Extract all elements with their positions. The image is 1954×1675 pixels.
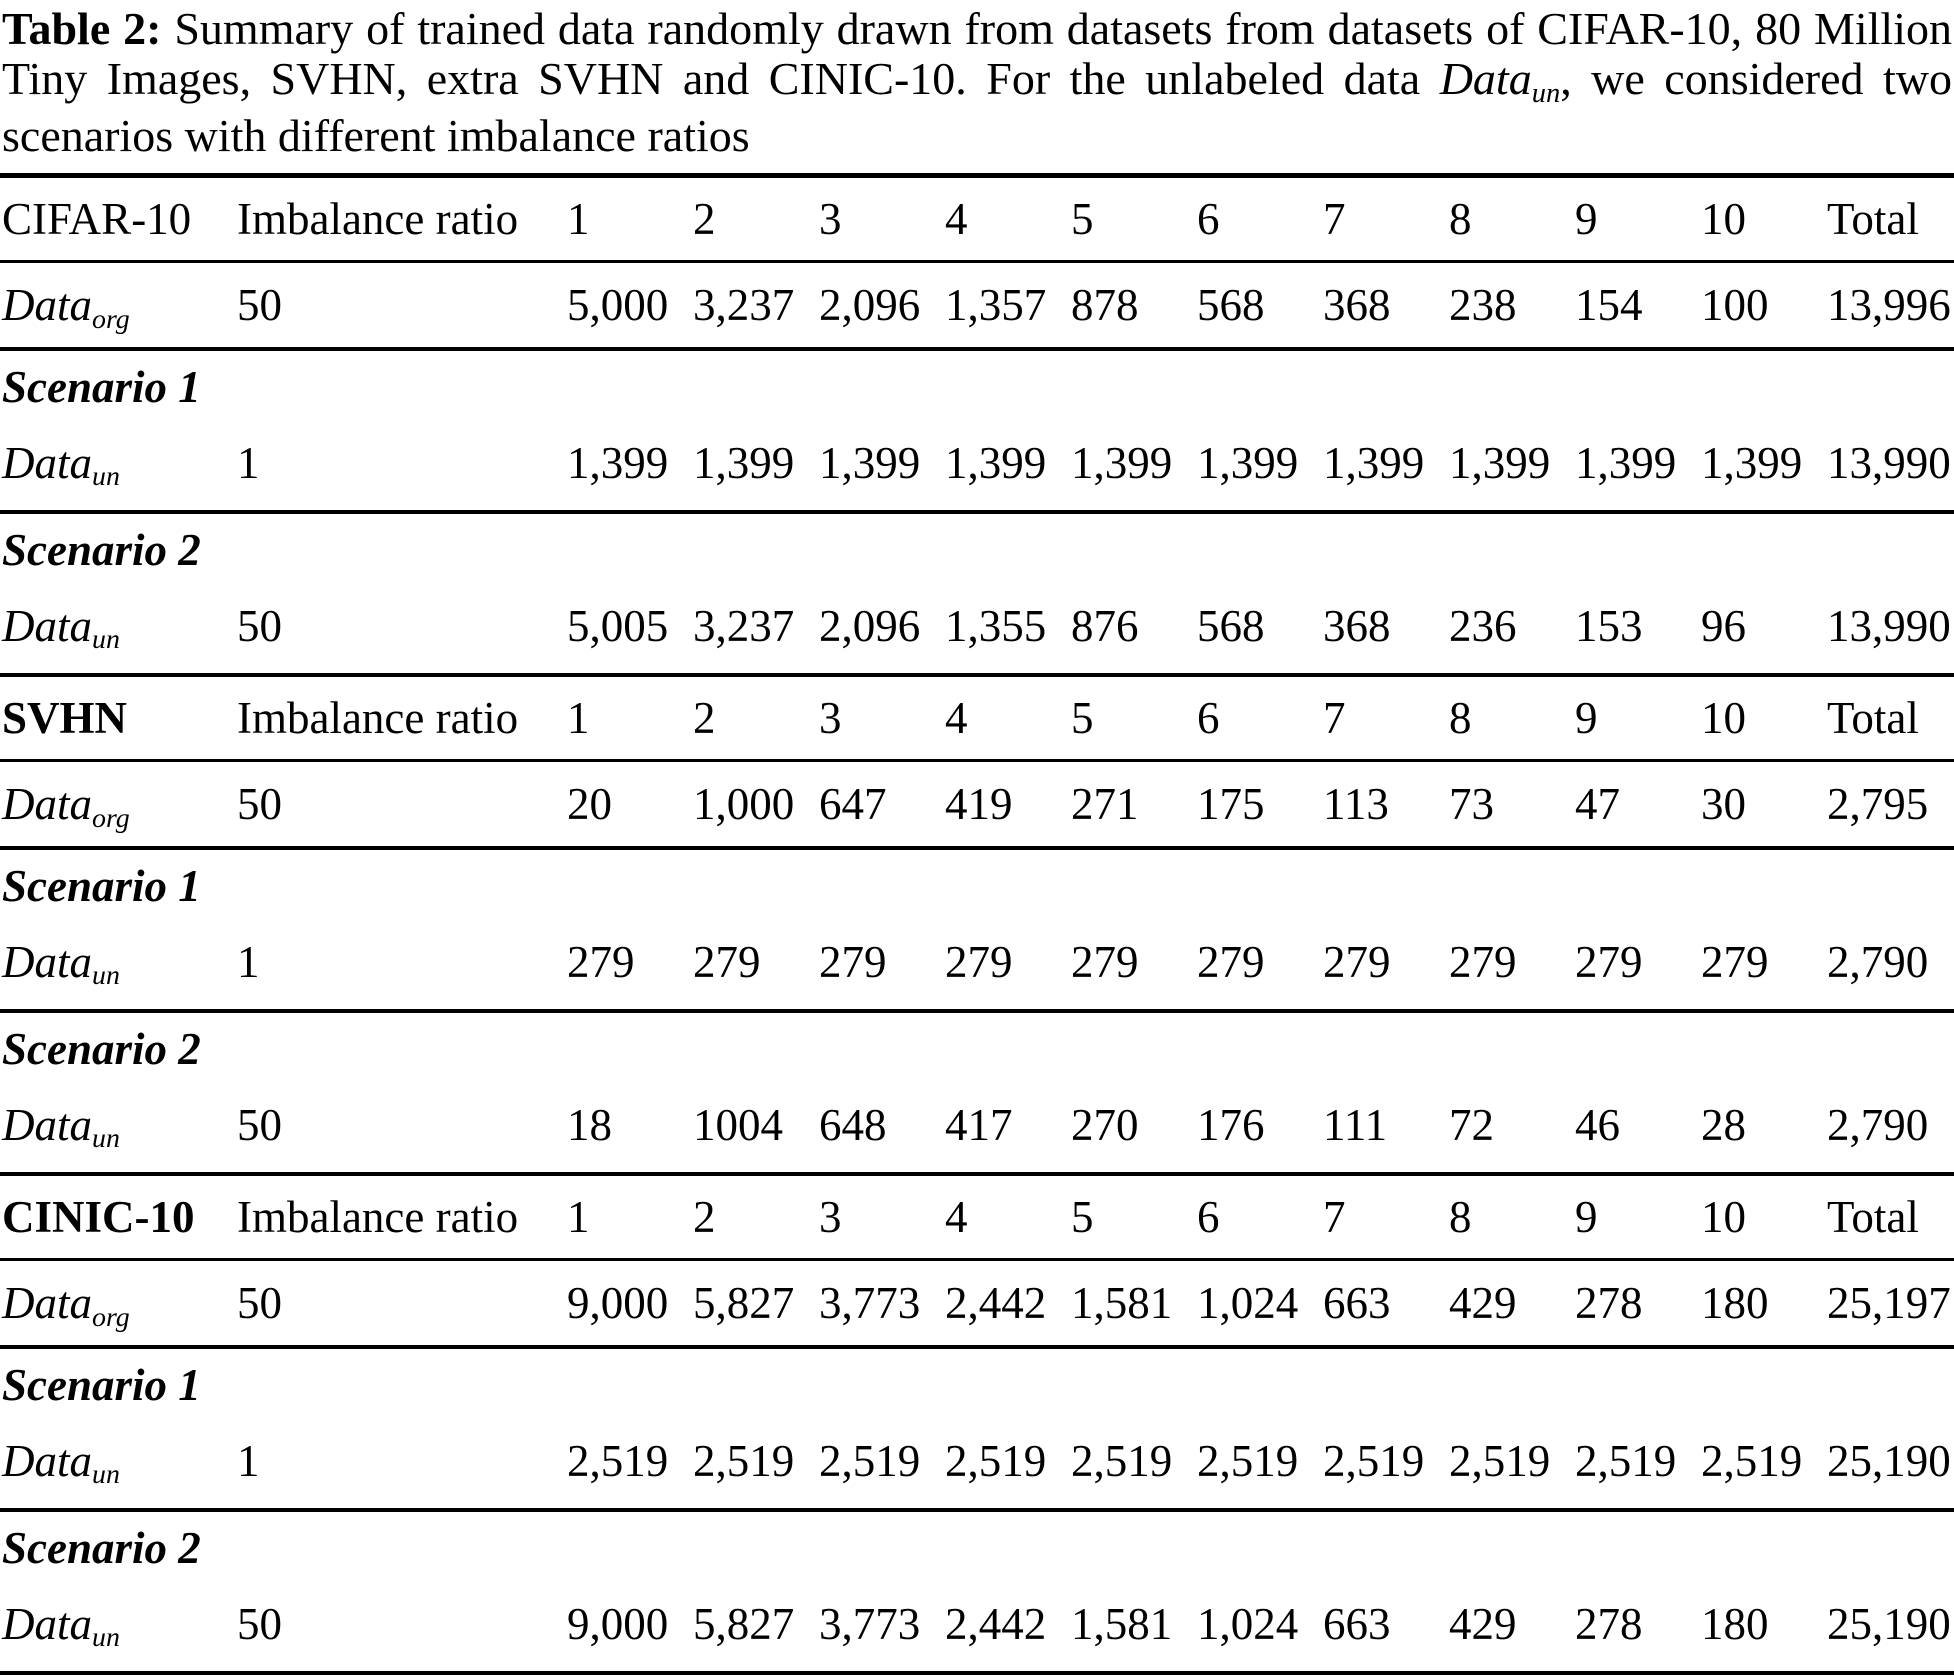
row-label <box>0 1435 235 1491</box>
count-value: 1,355 <box>945 600 1047 651</box>
row-label <box>0 437 235 493</box>
row-label <box>0 778 235 834</box>
dataset-name: CINIC-10 <box>2 1192 195 1242</box>
count-value: 2,519 <box>819 1435 921 1486</box>
total-column-header: Total <box>1827 693 1919 743</box>
count-value: 153 <box>1575 600 1643 651</box>
caption-segment: Summary of trained data randomly drawn from datasets from datasets of CIFAR-10, 80 Million Tiny Images, SVHN, extra SVHN and CINIC-10. For the unlabeled data <box>2 3 1952 104</box>
total-value: 25,190 <box>1827 1435 1951 1486</box>
imbalance-ratio-value: 1 <box>237 437 260 488</box>
class-column-header: 5 <box>1071 1192 1094 1242</box>
class-column-header: 8 <box>1449 1192 1472 1242</box>
row-label-subscript: un <box>92 1123 120 1155</box>
count-value: 278 <box>1575 1278 1643 1328</box>
row-label-subscript: org <box>92 303 130 335</box>
count-value: 1,399 <box>945 437 1047 488</box>
count-value: 2,442 <box>945 1278 1047 1328</box>
class-column-header: 9 <box>1575 693 1598 743</box>
class-column-header: 7 <box>1323 194 1346 244</box>
count-value: 73 <box>1449 779 1494 829</box>
total-value: 13,990 <box>1827 437 1951 488</box>
count-value: 3,237 <box>693 280 795 330</box>
count-value: 47 <box>1575 779 1620 829</box>
count-value: 1,399 <box>567 437 669 488</box>
scenario-heading-row <box>0 850 1954 914</box>
row-label-base: Data <box>2 1435 92 1486</box>
count-value: 279 <box>819 936 887 987</box>
class-column-header: 10 <box>1701 693 1746 743</box>
imbalance-ratio-header: Imbalance ratio <box>237 194 519 244</box>
scenario-heading-row <box>0 1013 1954 1077</box>
count-value: 1,000 <box>693 779 795 829</box>
class-column-header: 1 <box>567 693 590 743</box>
imbalance-ratio-value: 50 <box>237 1598 282 1649</box>
table-row <box>0 415 1954 514</box>
section-header-row <box>0 677 1954 762</box>
count-value: 1,399 <box>693 437 795 488</box>
count-value: 368 <box>1323 280 1391 330</box>
class-column-header: 3 <box>819 693 842 743</box>
section-header-row <box>0 1176 1954 1261</box>
count-value: 1,399 <box>1071 437 1173 488</box>
table-row <box>0 263 1954 351</box>
count-value: 279 <box>1701 936 1769 987</box>
total-column-header: Total <box>1827 194 1919 244</box>
row-label-subscript: un <box>92 624 120 656</box>
count-value: 72 <box>1449 1099 1494 1150</box>
total-value: 13,990 <box>1827 600 1951 651</box>
count-value: 1,399 <box>1449 437 1551 488</box>
total-value: 2,795 <box>1827 779 1929 829</box>
row-label <box>0 279 235 335</box>
scenario-heading: Scenario 2 <box>2 525 201 575</box>
class-column-header: 2 <box>693 693 716 743</box>
count-value: 2,519 <box>1323 1435 1425 1486</box>
count-value: 5,005 <box>567 600 669 651</box>
imbalance-ratio-value: 50 <box>237 1278 282 1328</box>
imbalance-ratio-value: 50 <box>237 280 282 330</box>
scenario-heading-row <box>0 1512 1954 1576</box>
count-value: 2,519 <box>1449 1435 1551 1486</box>
imbalance-ratio-header: Imbalance ratio <box>237 1192 519 1242</box>
class-column-header: 6 <box>1197 693 1220 743</box>
count-value: 30 <box>1701 779 1746 829</box>
class-column-header: 9 <box>1575 194 1598 244</box>
count-value: 1,399 <box>1701 437 1803 488</box>
row-label <box>0 600 235 656</box>
count-value: 236 <box>1449 600 1517 651</box>
count-value: 279 <box>1575 936 1643 987</box>
count-value: 663 <box>1323 1598 1391 1649</box>
count-value: 568 <box>1197 600 1265 651</box>
row-label <box>0 1099 235 1155</box>
caption-segment: Table 2: <box>2 3 162 54</box>
count-value: 2,096 <box>819 280 921 330</box>
count-value: 2,519 <box>945 1435 1047 1486</box>
count-value: 279 <box>1197 936 1265 987</box>
class-column-header: 8 <box>1449 693 1472 743</box>
imbalance-ratio-value: 1 <box>237 936 260 987</box>
count-value: 176 <box>1197 1099 1265 1150</box>
count-value: 1,024 <box>1197 1278 1299 1328</box>
count-value: 1,024 <box>1197 1598 1299 1649</box>
scenario-heading: Scenario 2 <box>2 1523 201 1573</box>
table-row <box>0 762 1954 850</box>
count-value: 419 <box>945 779 1013 829</box>
scenario-heading: Scenario 1 <box>2 362 201 412</box>
count-value: 175 <box>1197 779 1265 829</box>
count-value: 1004 <box>693 1099 783 1150</box>
count-value: 270 <box>1071 1099 1139 1150</box>
table-row <box>0 1077 1954 1176</box>
count-value: 238 <box>1449 280 1517 330</box>
row-label <box>0 936 235 992</box>
class-column-header: 8 <box>1449 194 1472 244</box>
count-value: 28 <box>1701 1099 1746 1150</box>
class-column-header: 6 <box>1197 194 1220 244</box>
row-label-base: Data <box>2 936 92 987</box>
count-value: 429 <box>1449 1598 1517 1649</box>
imbalance-ratio-value: 50 <box>237 600 282 651</box>
count-value: 568 <box>1197 280 1265 330</box>
count-value: 180 <box>1701 1278 1769 1328</box>
row-label-subscript: un <box>92 461 120 493</box>
count-value: 2,442 <box>945 1598 1047 1649</box>
class-column-header: 6 <box>1197 1192 1220 1242</box>
scenario-heading: Scenario 1 <box>2 1360 201 1410</box>
class-column-header: 1 <box>567 194 590 244</box>
count-value: 46 <box>1575 1099 1620 1150</box>
count-value: 3,773 <box>819 1278 921 1328</box>
count-value: 1,399 <box>819 437 921 488</box>
count-value: 876 <box>1071 600 1139 651</box>
count-value: 271 <box>1071 779 1139 829</box>
table-row <box>0 578 1954 677</box>
count-value: 1,581 <box>1071 1598 1173 1649</box>
count-value: 2,519 <box>1197 1435 1299 1486</box>
count-value: 2,096 <box>819 600 921 651</box>
scenario-heading-row <box>0 1349 1954 1413</box>
class-column-header: 2 <box>693 194 716 244</box>
row-label-subscript: un <box>92 1459 120 1491</box>
class-column-header: 10 <box>1701 1192 1746 1242</box>
count-value: 279 <box>1323 936 1391 987</box>
count-value: 368 <box>1323 600 1391 651</box>
count-value: 417 <box>945 1099 1013 1150</box>
count-value: 100 <box>1701 280 1769 330</box>
count-value: 278 <box>1575 1598 1643 1649</box>
class-column-header: 3 <box>819 1192 842 1242</box>
row-label-subscript: un <box>92 960 120 992</box>
class-column-header: 4 <box>945 693 968 743</box>
class-column-header: 4 <box>945 1192 968 1242</box>
count-value: 2,519 <box>693 1435 795 1486</box>
count-value: 9,000 <box>567 1278 669 1328</box>
total-value: 2,790 <box>1827 1099 1929 1150</box>
count-value: 279 <box>945 936 1013 987</box>
count-value: 18 <box>567 1099 612 1150</box>
class-column-header: 9 <box>1575 1192 1598 1242</box>
count-value: 1,399 <box>1323 437 1425 488</box>
count-value: 279 <box>1449 936 1517 987</box>
count-value: 663 <box>1323 1278 1391 1328</box>
class-column-header: 4 <box>945 194 968 244</box>
table-row <box>0 1261 1954 1349</box>
count-value: 2,519 <box>567 1435 669 1486</box>
table-caption <box>0 0 1954 161</box>
count-value: 180 <box>1701 1598 1769 1649</box>
count-value: 648 <box>819 1099 887 1150</box>
total-value: 25,190 <box>1827 1598 1951 1649</box>
imbalance-ratio-value: 50 <box>237 779 282 829</box>
section-header-row <box>0 178 1954 263</box>
count-value: 9,000 <box>567 1598 669 1649</box>
count-value: 5,827 <box>693 1598 795 1649</box>
count-value: 96 <box>1701 600 1746 651</box>
count-value: 279 <box>693 936 761 987</box>
total-value: 13,996 <box>1827 280 1951 330</box>
class-column-header: 3 <box>819 194 842 244</box>
class-column-header: 7 <box>1323 1192 1346 1242</box>
count-value: 20 <box>567 779 612 829</box>
count-value: 1,399 <box>1575 437 1677 488</box>
scenario-heading: Scenario 1 <box>2 861 201 911</box>
data-table <box>0 178 1954 1675</box>
class-column-header: 5 <box>1071 194 1094 244</box>
total-value: 2,790 <box>1827 936 1929 987</box>
class-column-header: 10 <box>1701 194 1746 244</box>
table-row <box>0 1576 1954 1675</box>
imbalance-ratio-value: 1 <box>237 1435 260 1486</box>
row-label-subscript: un <box>92 1622 120 1654</box>
imbalance-ratio-value: 50 <box>237 1099 282 1150</box>
dataset-name: SVHN <box>2 693 128 743</box>
class-column-header: 1 <box>567 1192 590 1242</box>
row-label-base: Data <box>2 1598 92 1649</box>
count-value: 1,399 <box>1197 437 1299 488</box>
count-value: 3,773 <box>819 1598 921 1649</box>
count-value: 279 <box>567 936 635 987</box>
count-value: 5,000 <box>567 280 669 330</box>
row-label-base: Data <box>2 600 92 651</box>
scenario-heading: Scenario 2 <box>2 1024 201 1074</box>
count-value: 5,827 <box>693 1278 795 1328</box>
count-value: 878 <box>1071 280 1139 330</box>
count-value: 429 <box>1449 1278 1517 1328</box>
count-value: 2,519 <box>1575 1435 1677 1486</box>
row-label-base: Data <box>2 437 92 488</box>
row-label-base: Data <box>2 779 92 829</box>
count-value: 1,357 <box>945 280 1047 330</box>
count-value: 111 <box>1323 1099 1388 1150</box>
row-label-subscript: org <box>92 1301 130 1333</box>
count-value: 3,237 <box>693 600 795 651</box>
caption-segment: Data <box>1439 53 1532 104</box>
count-value: 647 <box>819 779 887 829</box>
count-value: 154 <box>1575 280 1643 330</box>
count-value: 113 <box>1323 779 1389 829</box>
count-value: 2,519 <box>1071 1435 1173 1486</box>
row-label-base: Data <box>2 1099 92 1150</box>
row-label-base: Data <box>2 1278 92 1328</box>
total-value: 25,197 <box>1827 1278 1951 1328</box>
table-row <box>0 914 1954 1013</box>
dataset-name: CIFAR-10 <box>2 194 192 244</box>
scenario-heading-row <box>0 514 1954 578</box>
row-label-subscript: org <box>92 802 130 834</box>
table-row <box>0 1413 1954 1512</box>
caption-segment: un <box>1531 77 1561 109</box>
count-value: 1,581 <box>1071 1278 1173 1328</box>
count-value: 2,519 <box>1701 1435 1803 1486</box>
row-label <box>0 1277 235 1333</box>
count-value: 279 <box>1071 936 1139 987</box>
imbalance-ratio-header: Imbalance ratio <box>237 693 519 743</box>
row-label <box>0 1598 235 1654</box>
total-column-header: Total <box>1827 1192 1919 1242</box>
class-column-header: 5 <box>1071 693 1094 743</box>
row-label-base: Data <box>2 280 92 330</box>
scenario-heading-row <box>0 351 1954 415</box>
class-column-header: 2 <box>693 1192 716 1242</box>
class-column-header: 7 <box>1323 693 1346 743</box>
caption-segment: , we considered two scenarios with different imbalance ratios <box>2 53 1953 161</box>
